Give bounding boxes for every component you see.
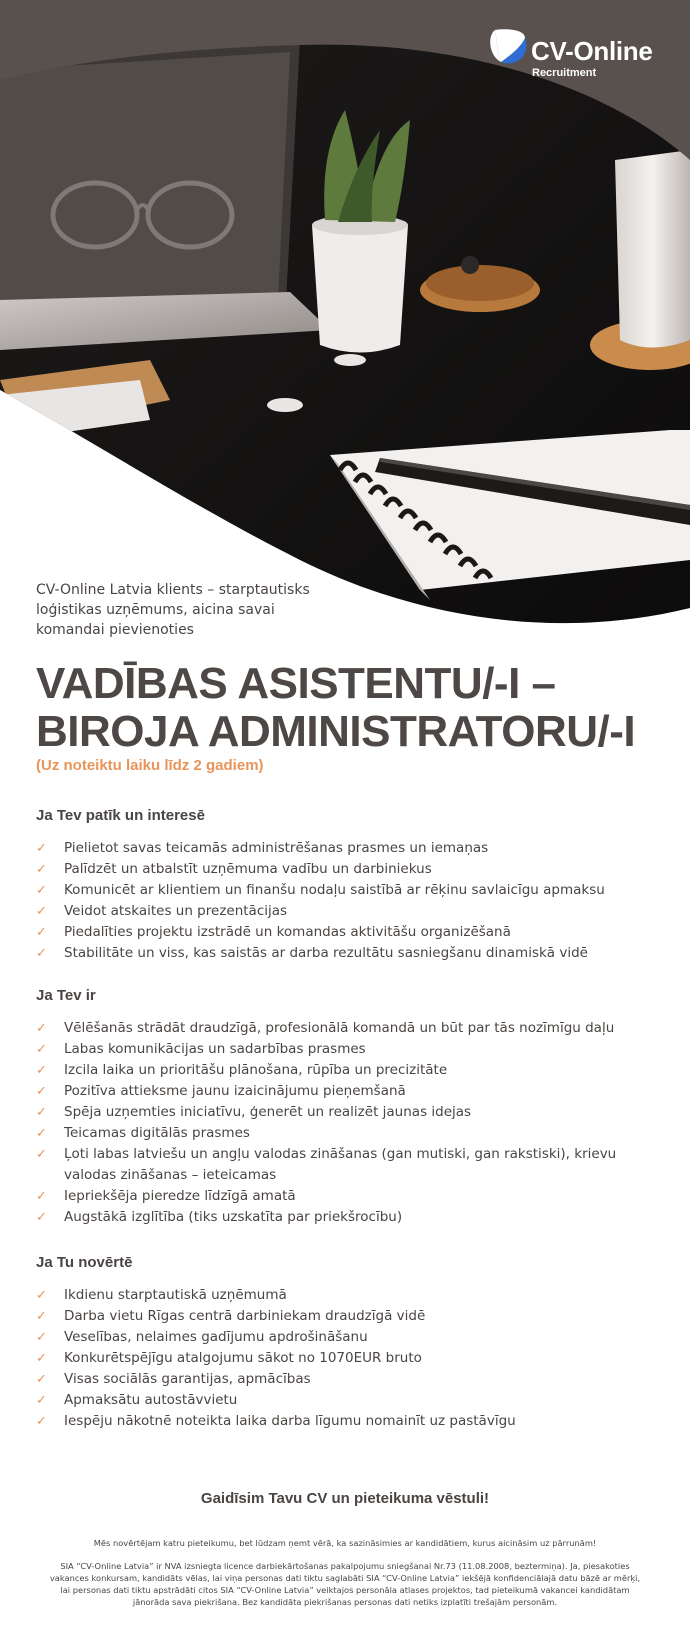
check-icon: ✓ — [36, 904, 47, 919]
check-icon: ✓ — [36, 946, 47, 961]
list-item: ✓ Iespēju nākotnē noteikta laika darba līgumu nomainīt uz pastāvīgu — [36, 1411, 666, 1432]
check-icon: ✓ — [36, 1372, 47, 1387]
intro-text: CV-Online Latvia klients – starptautisks loģistikas uzņēmums, aicina savai komandai pievienoties — [36, 582, 310, 638]
section-benefits — [36, 1254, 666, 1432]
check-icon: ✓ — [36, 1351, 47, 1366]
list-item: ✓ Palīdzēt un atbalstīt uzņēmuma vadību un darbiniekus — [36, 859, 666, 880]
check-icon: ✓ — [36, 1288, 47, 1303]
job-subtitle: (Uz noteiktu laiku līdz 2 gadiem) — [36, 757, 264, 774]
call-to-action: Gaidīsim Tavu CV un pieteikuma vēstuli! — [200, 1490, 490, 1507]
logo-subtitle: Recruitment — [532, 67, 597, 79]
notice-text: Mēs novērtējam katru pieteikumu, bet lūdzam ņemt vērā, ka sazināsimies ar kandidātiem, kurus aicināsim uz pārrunām! — [93, 1538, 597, 1548]
list-item: ✓ Visas sociālās garantijas, apmācības — [36, 1369, 666, 1390]
list-item: ✓ Vēlēšanās strādāt draudzīgā, profesionālā komandā un būt par tās nozīmīgu daļu — [36, 1018, 666, 1039]
check-icon: ✓ — [36, 1126, 47, 1141]
check-icon: ✓ — [36, 1414, 47, 1429]
list-item: ✓ Komunicēt ar klientiem un finanšu nodaļu saistībā ar rēķinu savlaicīgu apmaksu — [36, 880, 666, 901]
logo-name: CV-Online — [531, 36, 653, 66]
section-requirements — [36, 987, 666, 1228]
list-item: ✓ Apmaksātu autostāvvietu — [36, 1390, 666, 1411]
list-item: ✓ Teicamas digitālās prasmes — [36, 1123, 666, 1144]
check-icon: ✓ — [36, 883, 47, 898]
check-icon: ✓ — [36, 862, 47, 877]
list-item: ✓ Spēja uzņemties iniciatīvu, ģenerēt un realizēt jaunas idejas — [36, 1102, 666, 1123]
check-icon: ✓ — [36, 1309, 47, 1324]
list-item: ✓ Ikdienu starptautiskā uzņēmumā — [36, 1285, 666, 1306]
check-icon: ✓ — [36, 1189, 47, 1204]
list-item: ✓ Darba vietu Rīgas centrā darbiniekam draudzīgā vidē — [36, 1306, 666, 1327]
check-icon: ✓ — [36, 1210, 47, 1225]
check-icon: ✓ — [36, 1393, 47, 1408]
section-heading: Ja Tev ir — [36, 987, 96, 1004]
legal-disclaimer: SIA “CV-Online Latvia” ir NVA izsniegta licence darbiekārtošanas pakalpojumu sniegšanai Nr.73 (11.08.2008, beztermiņa). Ja, piesakoties vakances konkursam, kandidāts vēlas, lai viņa personas dati tiktu saglabāti SIA “CV-Online Latvia” iekšējā konfidenciālajā datu bāzē ar mērķi, lai personas dati tiktu apstrādāti citos SIA “CV-Online Latvia” veiktajos personāla atlases projektos, tad pieteikumā vakancei kandidātam jānorāda sava piekrišana. Bez kandidāta piekrišanas personas dati netiks izplatīti trešajām personām. — [49, 1561, 641, 1607]
list-item: ✓ Veselības, nelaimes gadījumu apdrošināšanu — [36, 1327, 666, 1348]
list-item: ✓ Piedalīties projektu izstrādē un komandas aktivitāšu organizēšanā — [36, 922, 666, 943]
check-icon: ✓ — [36, 925, 47, 940]
section-interests — [36, 807, 666, 964]
list-item: ✓ Ļoti labas latviešu un angļu valodas zināšanas (gan mutiski, gan rakstiski), krievu valodas zināšanas – ieteicamas — [36, 1146, 617, 1183]
check-icon: ✓ — [36, 1330, 47, 1345]
check-icon: ✓ — [36, 1021, 47, 1036]
list-item: ✓ Iepriekšēja pieredze līdzīgā amatā — [36, 1186, 666, 1207]
list-item: ✓ Stabilitāte un viss, kas saistās ar darba rezultātu sasniegšanu dinamiskā vidē — [36, 943, 666, 964]
check-icon: ✓ — [36, 1147, 47, 1162]
list-item: ✓ Veidot atskaites un prezentācijas — [36, 901, 666, 922]
hero-image — [0, 0, 690, 640]
check-icon: ✓ — [36, 1063, 47, 1078]
hero-section — [0, 0, 690, 640]
check-icon: ✓ — [36, 1042, 47, 1057]
list-item: ✓ Izcila laika un prioritāšu plānošana, rūpība un precizitāte — [36, 1060, 666, 1081]
section-heading: Ja Tev patīk un interesē — [36, 807, 205, 824]
list-item: ✓ Pozitīva attieksme jaunu izaicinājumu pieņemšanā — [36, 1081, 666, 1102]
list-item: ✓ Augstākā izglītība (tiks uzskatīta par priekšrocību) — [36, 1207, 666, 1228]
bullet-list — [36, 1018, 666, 1228]
bullet-list — [36, 838, 666, 964]
list-item: ✓ Konkurētspējīgu atalgojumu sākot no 1070EUR bruto — [36, 1348, 666, 1369]
logo-mark-icon — [487, 26, 531, 70]
list-item: ✓ Labas komunikācijas un sadarbības prasmes — [36, 1039, 666, 1060]
check-icon: ✓ — [36, 841, 47, 856]
job-title: VADĪBAS ASISTENTU/-I – BIROJA ADMINISTRATORU/-I — [36, 659, 636, 756]
section-heading: Ja Tu novērtē — [36, 1254, 133, 1271]
bullet-list — [36, 1285, 666, 1432]
cv-online-logo[interactable] — [487, 26, 667, 82]
check-icon: ✓ — [36, 1105, 47, 1120]
check-icon: ✓ — [36, 1084, 47, 1099]
list-item: ✓ Pielietot savas teicamās administrēšanas prasmes un iemaņas — [36, 838, 666, 859]
